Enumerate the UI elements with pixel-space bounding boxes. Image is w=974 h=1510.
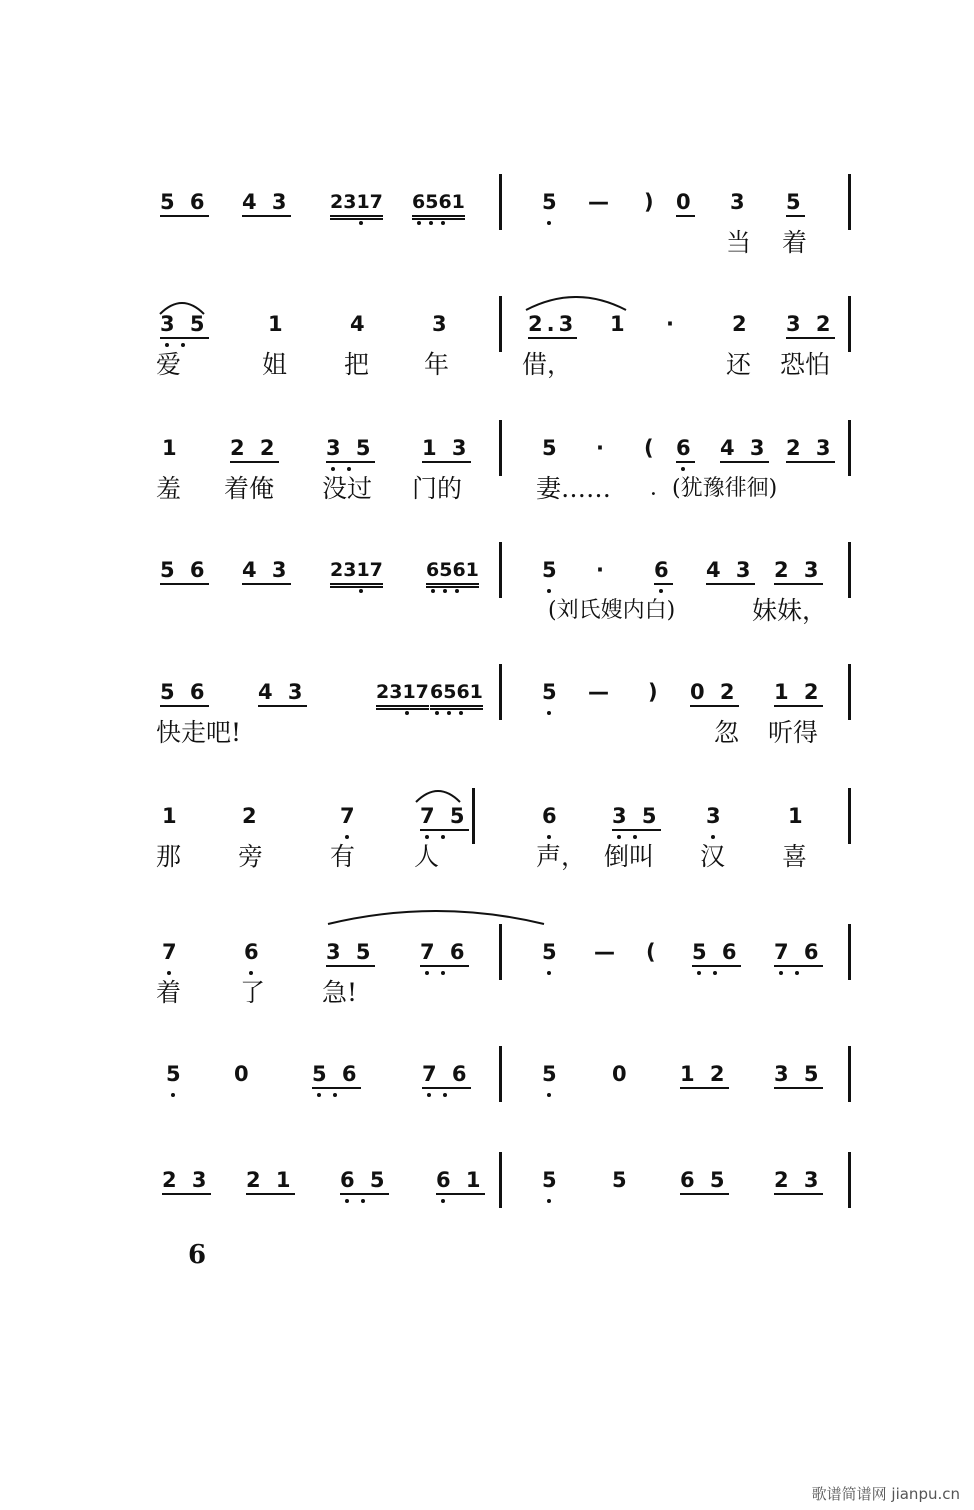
- note-group: 6561: [426, 558, 479, 588]
- lyric: 恐怕: [780, 350, 831, 379]
- low-octave-dot: [713, 971, 717, 975]
- slur: [524, 296, 628, 312]
- note-group: 5: [542, 940, 561, 964]
- note-group: 1 2: [680, 1062, 729, 1089]
- note-group: 2: [242, 804, 261, 828]
- note-group: 6: [542, 804, 561, 828]
- low-octave-dot: [435, 711, 439, 715]
- note-group: (: [646, 940, 660, 964]
- lyric: 当: [726, 228, 752, 257]
- note-group: 4 3: [706, 558, 755, 585]
- note-group: 5: [542, 1168, 561, 1192]
- note-group: 5 6: [160, 190, 209, 217]
- low-octave-dot: [359, 221, 363, 225]
- lyric: (刘氏嫂内白): [548, 598, 676, 623]
- low-octave-dot: [779, 971, 783, 975]
- bar-line: [499, 542, 502, 598]
- low-octave-dot: [417, 221, 421, 225]
- note-group: 5: [542, 436, 561, 460]
- low-octave-dot: [427, 1093, 431, 1097]
- note-group: 3 2: [786, 312, 835, 339]
- low-octave-dot: [455, 589, 459, 593]
- note-group: 7: [162, 940, 181, 964]
- lyric: 没过: [322, 474, 373, 503]
- note-group: 6: [244, 940, 263, 964]
- note-group: 4 3: [242, 558, 291, 585]
- low-octave-dot: [547, 835, 551, 839]
- note-group: 5 6: [312, 1062, 361, 1089]
- low-octave-dot: [447, 711, 451, 715]
- bar-line: [848, 1046, 851, 1102]
- bar-line: [499, 664, 502, 720]
- note-group: 3 5: [612, 804, 661, 831]
- note-group: 5 6: [160, 558, 209, 585]
- low-octave-dot: [345, 835, 349, 839]
- note-group: 4: [350, 312, 369, 336]
- slur: [414, 790, 462, 804]
- lyric: 忽: [714, 718, 740, 747]
- note-group: 6561: [430, 680, 483, 710]
- low-octave-dot: [359, 589, 363, 593]
- lyric: 了: [240, 978, 266, 1007]
- lyric: 听得: [768, 718, 819, 747]
- low-octave-dot: [429, 221, 433, 225]
- note-group: 3: [432, 312, 451, 336]
- low-octave-dot: [441, 221, 445, 225]
- lyric: 快走吧!: [156, 718, 242, 747]
- note-group: 0: [234, 1062, 253, 1086]
- page-number: 6: [188, 1240, 207, 1270]
- bar-line: [848, 924, 851, 980]
- note-group: 1 3: [422, 436, 471, 463]
- note-group: 2 1: [246, 1168, 295, 1195]
- low-octave-dot: [361, 1199, 365, 1203]
- lyric: 着: [782, 228, 808, 257]
- note-group: 1 2: [774, 680, 823, 707]
- watermark: 歌谱简谱网 jianpu.cn: [811, 1485, 960, 1503]
- lyric: 倒叫: [604, 842, 655, 871]
- note-group: 2 3: [774, 1168, 823, 1195]
- low-octave-dot: [795, 971, 799, 975]
- note-group: 7: [340, 804, 359, 828]
- note-group: 6 5: [680, 1168, 729, 1195]
- note-group: ): [648, 680, 662, 704]
- lyric: 把: [344, 350, 370, 379]
- slur: [326, 910, 546, 926]
- bar-line: [848, 296, 851, 352]
- note-group: 4 3: [242, 190, 291, 217]
- note-group: —: [594, 940, 619, 964]
- low-octave-dot: [425, 971, 429, 975]
- lyric: 妻……: [536, 474, 612, 503]
- note-group: 3 5: [774, 1062, 823, 1089]
- low-octave-dot: [547, 1093, 551, 1097]
- low-octave-dot: [405, 711, 409, 715]
- slur: [158, 302, 206, 316]
- low-octave-dot: [249, 971, 253, 975]
- bar-line: [472, 788, 475, 844]
- note-group: 0: [612, 1062, 631, 1086]
- note-group: 2 3: [774, 558, 823, 585]
- lyric: 旁: [238, 842, 264, 871]
- note-group: 2317: [376, 680, 429, 710]
- low-octave-dot: [617, 835, 621, 839]
- bar-line: [848, 542, 851, 598]
- bar-line: [499, 296, 502, 352]
- note-group: 6: [654, 558, 673, 585]
- bar-line: [848, 420, 851, 476]
- note-group: 2 3: [162, 1168, 211, 1195]
- note-group: 0: [676, 190, 695, 217]
- note-group: ·: [596, 558, 608, 582]
- lyric: 急!: [322, 978, 358, 1007]
- note-group: 5: [542, 190, 561, 214]
- note-group: 5 6: [692, 940, 741, 967]
- bar-line: [848, 788, 851, 844]
- lyric: 声，: [536, 842, 587, 871]
- lyric: 还: [726, 350, 752, 379]
- low-octave-dot: [659, 589, 663, 593]
- note-group: 7 6: [420, 940, 469, 967]
- low-octave-dot: [697, 971, 701, 975]
- note-group: 6 1: [436, 1168, 485, 1195]
- lyric: 羞: [156, 474, 182, 503]
- note-group: 3 5: [160, 312, 209, 339]
- bar-line: [848, 664, 851, 720]
- note-group: ): [644, 190, 658, 214]
- low-octave-dot: [633, 835, 637, 839]
- low-octave-dot: [441, 835, 445, 839]
- low-octave-dot: [443, 1093, 447, 1097]
- note-group: ·: [596, 436, 608, 460]
- low-octave-dot: [333, 1093, 337, 1097]
- note-group: ·: [666, 312, 678, 336]
- low-octave-dot: [459, 711, 463, 715]
- bar-line: [848, 1152, 851, 1208]
- low-octave-dot: [547, 711, 551, 715]
- low-octave-dot: [681, 467, 685, 471]
- low-octave-dot: [317, 1093, 321, 1097]
- lyric: 姐: [262, 350, 288, 379]
- bar-line: [848, 174, 851, 230]
- note-group: 3: [706, 804, 725, 828]
- lyric: 妹妹，: [752, 596, 828, 625]
- low-octave-dot: [441, 1199, 445, 1203]
- lyric: 年: [424, 350, 450, 379]
- note-group: 5 6: [160, 680, 209, 707]
- note-group: 5: [166, 1062, 185, 1086]
- lyric: 有: [330, 842, 356, 871]
- note-group: (: [644, 436, 658, 460]
- bar-line: [499, 420, 502, 476]
- note-group: 0 2: [690, 680, 739, 707]
- lyric: 那: [156, 842, 182, 871]
- note-group: 6: [676, 436, 695, 463]
- note-group: —: [588, 190, 613, 214]
- note-group: 4 3: [720, 436, 769, 463]
- bar-line: [499, 1046, 502, 1102]
- lyric: 着俺: [224, 474, 275, 503]
- note-group: 6561: [412, 190, 465, 220]
- low-octave-dot: [547, 971, 551, 975]
- note-group: 2 3: [786, 436, 835, 463]
- note-group: 5: [542, 558, 561, 582]
- note-group: 5: [612, 1168, 631, 1192]
- low-octave-dot: [331, 467, 335, 471]
- note-group: —: [588, 680, 613, 704]
- lyric: 人: [414, 842, 440, 871]
- low-octave-dot: [347, 467, 351, 471]
- note-group: 1: [268, 312, 287, 336]
- note-group: 2: [732, 312, 751, 336]
- note-group: 2317: [330, 190, 383, 220]
- lyric: 喜: [782, 842, 808, 871]
- bar-line: [499, 924, 502, 980]
- low-octave-dot: [425, 835, 429, 839]
- note-group: 4 3: [258, 680, 307, 707]
- low-octave-dot: [165, 343, 169, 347]
- low-octave-dot: [431, 589, 435, 593]
- bar-line: [499, 174, 502, 230]
- note-group: 2317: [330, 558, 383, 588]
- note-group: 1: [162, 436, 181, 460]
- lyric: ．(犹豫徘徊): [650, 476, 778, 501]
- low-octave-dot: [547, 1199, 551, 1203]
- note-group: 7 5: [420, 804, 469, 831]
- low-octave-dot: [547, 589, 551, 593]
- low-octave-dot: [171, 1093, 175, 1097]
- note-group: 5: [786, 190, 805, 217]
- note-group: 7 6: [774, 940, 823, 967]
- note-group: 6 5: [340, 1168, 389, 1195]
- lyric: 借，: [522, 350, 573, 379]
- low-octave-dot: [167, 971, 171, 975]
- low-octave-dot: [345, 1199, 349, 1203]
- low-octave-dot: [547, 221, 551, 225]
- lyric: 门的: [412, 474, 463, 503]
- note-group: 7 6: [422, 1062, 471, 1089]
- note-group: 2.3: [528, 312, 577, 339]
- lyric: 汉: [700, 842, 726, 871]
- low-octave-dot: [711, 835, 715, 839]
- note-group: 1: [610, 312, 629, 336]
- note-group: 1: [788, 804, 807, 828]
- note-group: 1: [162, 804, 181, 828]
- low-octave-dot: [181, 343, 185, 347]
- bar-line: [499, 1152, 502, 1208]
- note-group: 3 5: [326, 436, 375, 463]
- note-group: 3 5: [326, 940, 375, 967]
- note-group: 3: [730, 190, 749, 214]
- note-group: 2 2: [230, 436, 279, 463]
- lyric: 着: [156, 978, 182, 1007]
- note-group: 5: [542, 680, 561, 704]
- low-octave-dot: [441, 971, 445, 975]
- low-octave-dot: [443, 589, 447, 593]
- note-group: 5: [542, 1062, 561, 1086]
- lyric: 爱: [156, 350, 182, 379]
